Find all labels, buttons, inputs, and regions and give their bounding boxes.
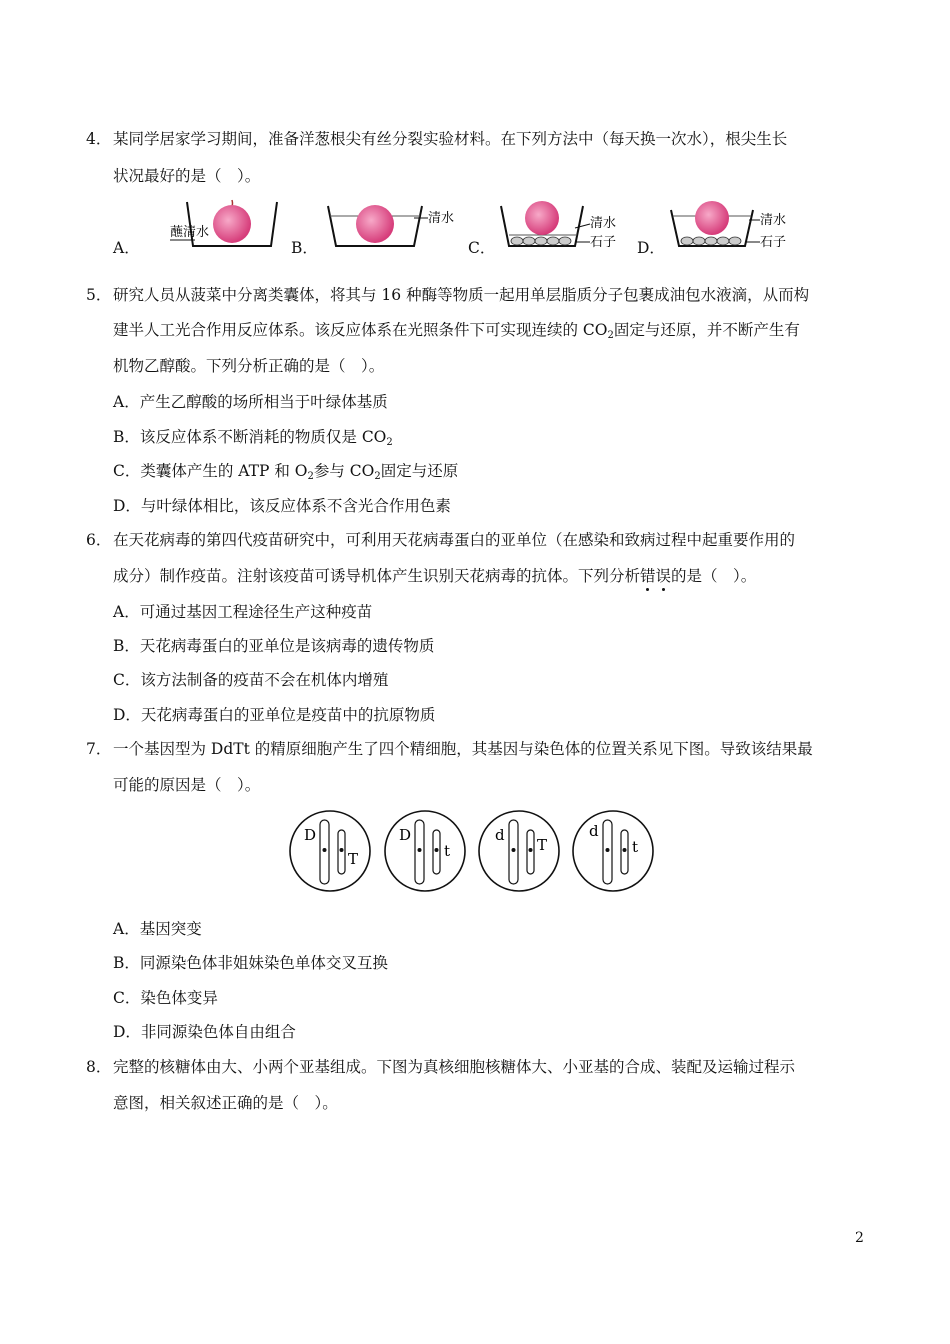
q6-option-a: A．可通过基因工程途径生产这种疫苗 (113, 603, 373, 621)
q6-stem-line1: 在天花病毒的第四代疫苗研究中，可利用天花病毒蛋白的亚单位（在感染和致病过程中起重要作用的 (113, 531, 796, 549)
q5-stem-line1: 研究人员从菠菜中分离类囊体，将其与 16 种酶等物质一起用单层脂质分子包裹成油包水液滴，从而构 (113, 286, 810, 304)
cell-4 (573, 811, 653, 891)
emphasis-dot-char: 错 (640, 567, 656, 585)
q4-c-tag-stones: 石子 (590, 235, 617, 250)
onion-icon (356, 205, 394, 243)
q4-a-tag: 蘸清水 (170, 225, 210, 240)
q4-option-a-label: A． (113, 239, 140, 257)
q4-c-tag-water: 清水 (590, 216, 617, 231)
q4-option-b-figure (318, 198, 468, 253)
q4-number: 4． (86, 130, 112, 148)
q4-stem-line2: 状况最好的是（ ）。 (113, 167, 261, 185)
q4-stem-line1: 某同学居家学习期间，准备洋葱根尖有丝分裂实验材料。在下列方法中（每天换一次水），根尖生长 (113, 130, 788, 148)
q6-number: 6． (86, 531, 112, 549)
onion-icon (695, 201, 729, 235)
gene-label: d (495, 826, 505, 844)
q4-option-a-figure (165, 198, 280, 253)
q6-option-d: D．天花病毒蛋白的亚单位是疫苗中的抗原物质 (113, 706, 436, 724)
q5-stem-line2: 建半人工光合作用反应体系。该反应体系在光照条件下可实现连续的 $CO_2$固定与还原，并不断产生有 (113, 321, 800, 341)
q7-stem-line1: 一个基因型为 DdTt 的精原细胞产生了四个精细胞，其基因与染色体的位置关系见下图。导致该结果最 (113, 740, 813, 758)
q4-option-d-label: D． (637, 239, 665, 257)
q6-stem-line2: 成分）制作疫苗。注射该疫苗可诱导机体产生识别天花病毒的抗体。下列分析错误的是（ ）。 (113, 567, 757, 585)
q5-stem-line3: 机物乙醇酸。下列分析正确的是（ ）。 (113, 357, 385, 375)
onion-icon (525, 201, 559, 235)
q5-option-d: D．与叶绿体相比，该反应体系不含光合作用色素 (113, 497, 451, 515)
q4-b-tag: 清水 (428, 211, 455, 226)
gene-label: d (589, 822, 599, 840)
q7-stem-line2: 可能的原因是（ ）。 (113, 776, 261, 794)
q5-option-c: C．类囊体产生的 ATP 和 $O_2$参与 $CO_2$固定与还原 (113, 462, 459, 482)
q4-option-d-figure (665, 198, 795, 253)
emphasis-dot-char: 误 (655, 567, 672, 585)
gene-label: T (348, 850, 359, 868)
q7-sperm-cells-figure (288, 806, 660, 898)
q8-stem-line1: 完整的核糖体由大、小两个亚基组成。下图为真核细胞核糖体大、小亚基的合成、装配及运输过程示 (113, 1058, 796, 1076)
cell-2 (385, 811, 465, 891)
q7-number: 7． (86, 740, 112, 758)
pebbles-icon (511, 237, 571, 245)
gene-label: D (399, 826, 412, 844)
q4-d-tag-stones: 石子 (760, 235, 787, 250)
q8-stem-line2: 意图，相关叙述正确的是（ ）。 (113, 1094, 338, 1112)
page-number: 2 (855, 1230, 864, 1246)
q5-number: 5． (86, 286, 112, 304)
q6-option-c: C．该方法制备的疫苗不会在机体内增殖 (113, 671, 389, 689)
q6-option-b: B．天花病毒蛋白的亚单位是该病毒的遗传物质 (113, 637, 435, 655)
gene-label: D (304, 826, 317, 844)
q8-number: 8． (86, 1058, 112, 1076)
onion-icon (213, 205, 251, 243)
pebbles-icon (681, 237, 741, 245)
q5-option-a: A．产生乙醇酸的场所相当于叶绿体基质 (113, 393, 388, 411)
q7-option-c: C．染色体变异 (113, 989, 218, 1007)
gene-label: t (632, 838, 639, 856)
gene-label: t (444, 842, 451, 860)
q4-option-c-figure (495, 198, 625, 253)
q7-option-b: B．同源染色体非姐妹染色单体交叉互换 (113, 954, 388, 972)
gene-label: T (537, 836, 548, 854)
q4-option-b-label: B． (291, 239, 318, 257)
q7-option-a: A．基因突变 (113, 920, 202, 938)
q4-option-c-label: C． (468, 239, 496, 257)
q4-d-tag-water: 清水 (760, 213, 787, 228)
q7-option-d: D．非同源染色体自由组合 (113, 1023, 296, 1041)
q5-option-b: B．该反应体系不断消耗的物质仅是 $CO_2$ (113, 428, 393, 448)
